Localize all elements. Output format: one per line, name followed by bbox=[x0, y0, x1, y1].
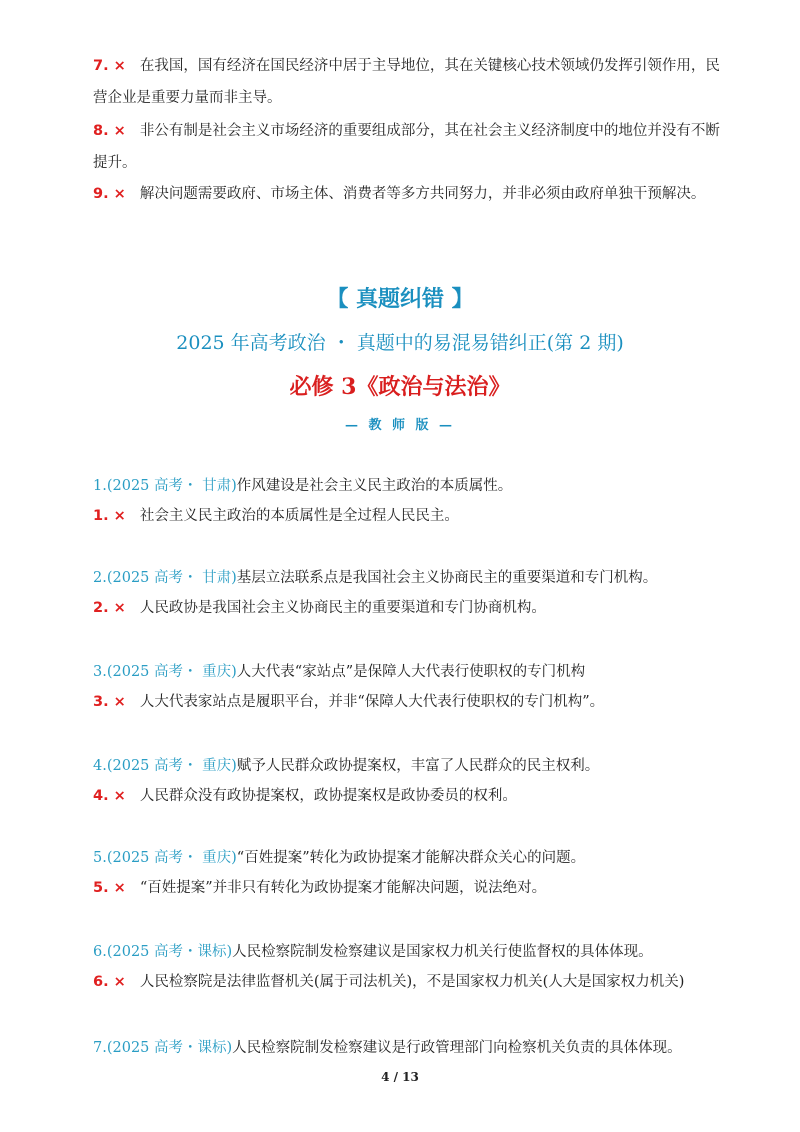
answer-text: 在我国，国有经济在国民经济中居于主导地位，其在关键核心技术领域仍发挥引领作用，民营企业是重要力量而非主导。 bbox=[93, 58, 720, 106]
answer-8-top bbox=[93, 115, 733, 179]
answer-7-top bbox=[93, 50, 733, 114]
question-text: 基层立法联系点是我国社会主义协商民主的重要渠道和专门机构。 bbox=[236, 570, 658, 586]
answer-text: 人民检察院是法律监督机关(属于司法机关)，不是国家权力机关(人大是国家权力机关) bbox=[139, 974, 685, 990]
question-3 bbox=[93, 660, 733, 684]
question-5 bbox=[93, 846, 733, 870]
question-source: 3.(2025 高考・ 重庆) bbox=[93, 664, 237, 680]
section-subtitle: 2025 年高考政治 ・ 真题中的易混易错纠正(第 2 期) bbox=[176, 332, 624, 354]
question-text: 人大代表“家站点”是保障人大代表行使职权的专门机构 bbox=[236, 664, 586, 680]
question-source: 7.(2025 高考・课标) bbox=[93, 1040, 233, 1056]
question-source: 6.(2025 高考・课标) bbox=[93, 944, 233, 960]
page-number: 4 / 13 bbox=[381, 1070, 419, 1084]
section-main-title: 必修 3《政治与法治》 bbox=[289, 374, 511, 400]
answer-text: 解决问题需要政府、市场主体、消费者等多方共同努力，并非必须由政府单独干预解决。 bbox=[139, 186, 706, 202]
answer-number-mark: 5. × bbox=[93, 880, 126, 896]
answer-text: 人民政协是我国社会主义协商民主的重要渠道和专门协商机构。 bbox=[139, 600, 546, 616]
question-text: 作风建设是社会主义民主政治的本质属性。 bbox=[236, 478, 513, 494]
answer-9-top bbox=[93, 178, 733, 210]
question-text: 人民检察院制发检察建议是国家权力机关行使监督权的具体体现。 bbox=[232, 944, 653, 960]
question-1 bbox=[93, 474, 733, 498]
answer-5 bbox=[93, 872, 733, 904]
question-text: “百姓提案”转化为政协提案才能解决群众关心的问题。 bbox=[236, 850, 586, 866]
answer-number-mark: 3. × bbox=[93, 694, 126, 710]
question-text: 人民检察院制发检察建议是行政管理部门向检察机关负责的具体体现。 bbox=[232, 1040, 682, 1056]
question-4 bbox=[93, 754, 733, 778]
answer-1 bbox=[93, 500, 733, 532]
answer-text: 人民群众没有政协提案权，政协提案权是政协委员的权利。 bbox=[139, 788, 517, 804]
question-6 bbox=[93, 940, 733, 964]
question-source: 5.(2025 高考・ 重庆) bbox=[93, 850, 237, 866]
answer-3 bbox=[93, 686, 733, 718]
answer-4 bbox=[93, 780, 733, 812]
question-7 bbox=[93, 1036, 733, 1060]
answer-text: “百姓提案”并非只有转化为政协提案才能解决问题，说法绝对。 bbox=[139, 880, 547, 896]
answer-text: 人大代表家站点是履职平台，并非“保障人大代表行使职权的专门机构”。 bbox=[139, 694, 605, 710]
answer-number-mark: 2. × bbox=[93, 600, 126, 616]
answer-number-mark: 4. × bbox=[93, 788, 126, 804]
answer-number-mark: 7. × bbox=[93, 58, 126, 74]
section-bracket-title: 【 真题纠错 】 bbox=[326, 287, 474, 312]
answer-number-mark: 1. × bbox=[93, 508, 126, 524]
answer-text: 社会主义民主政治的本质属性是全过程人民民主。 bbox=[139, 508, 459, 524]
answer-number-mark: 6. × bbox=[93, 974, 126, 990]
answer-number-mark: 9. × bbox=[93, 186, 126, 202]
answer-6 bbox=[93, 966, 733, 998]
question-2 bbox=[93, 566, 733, 590]
edition-label: — 教 师 版 — bbox=[344, 418, 456, 433]
answer-2 bbox=[93, 592, 733, 624]
question-text: 赋予人民群众政协提案权，丰富了人民群众的民主权利。 bbox=[236, 758, 600, 774]
question-source: 4.(2025 高考・ 重庆) bbox=[93, 758, 237, 774]
answer-text: 非公有制是社会主义市场经济的重要组成部分，其在社会主义经济制度中的地位并没有不断提升。 bbox=[93, 123, 720, 171]
question-source: 2.(2025 高考・ 甘肃) bbox=[93, 570, 237, 586]
question-source: 1.(2025 高考・ 甘肃) bbox=[93, 478, 237, 494]
answer-number-mark: 8. × bbox=[93, 123, 126, 139]
